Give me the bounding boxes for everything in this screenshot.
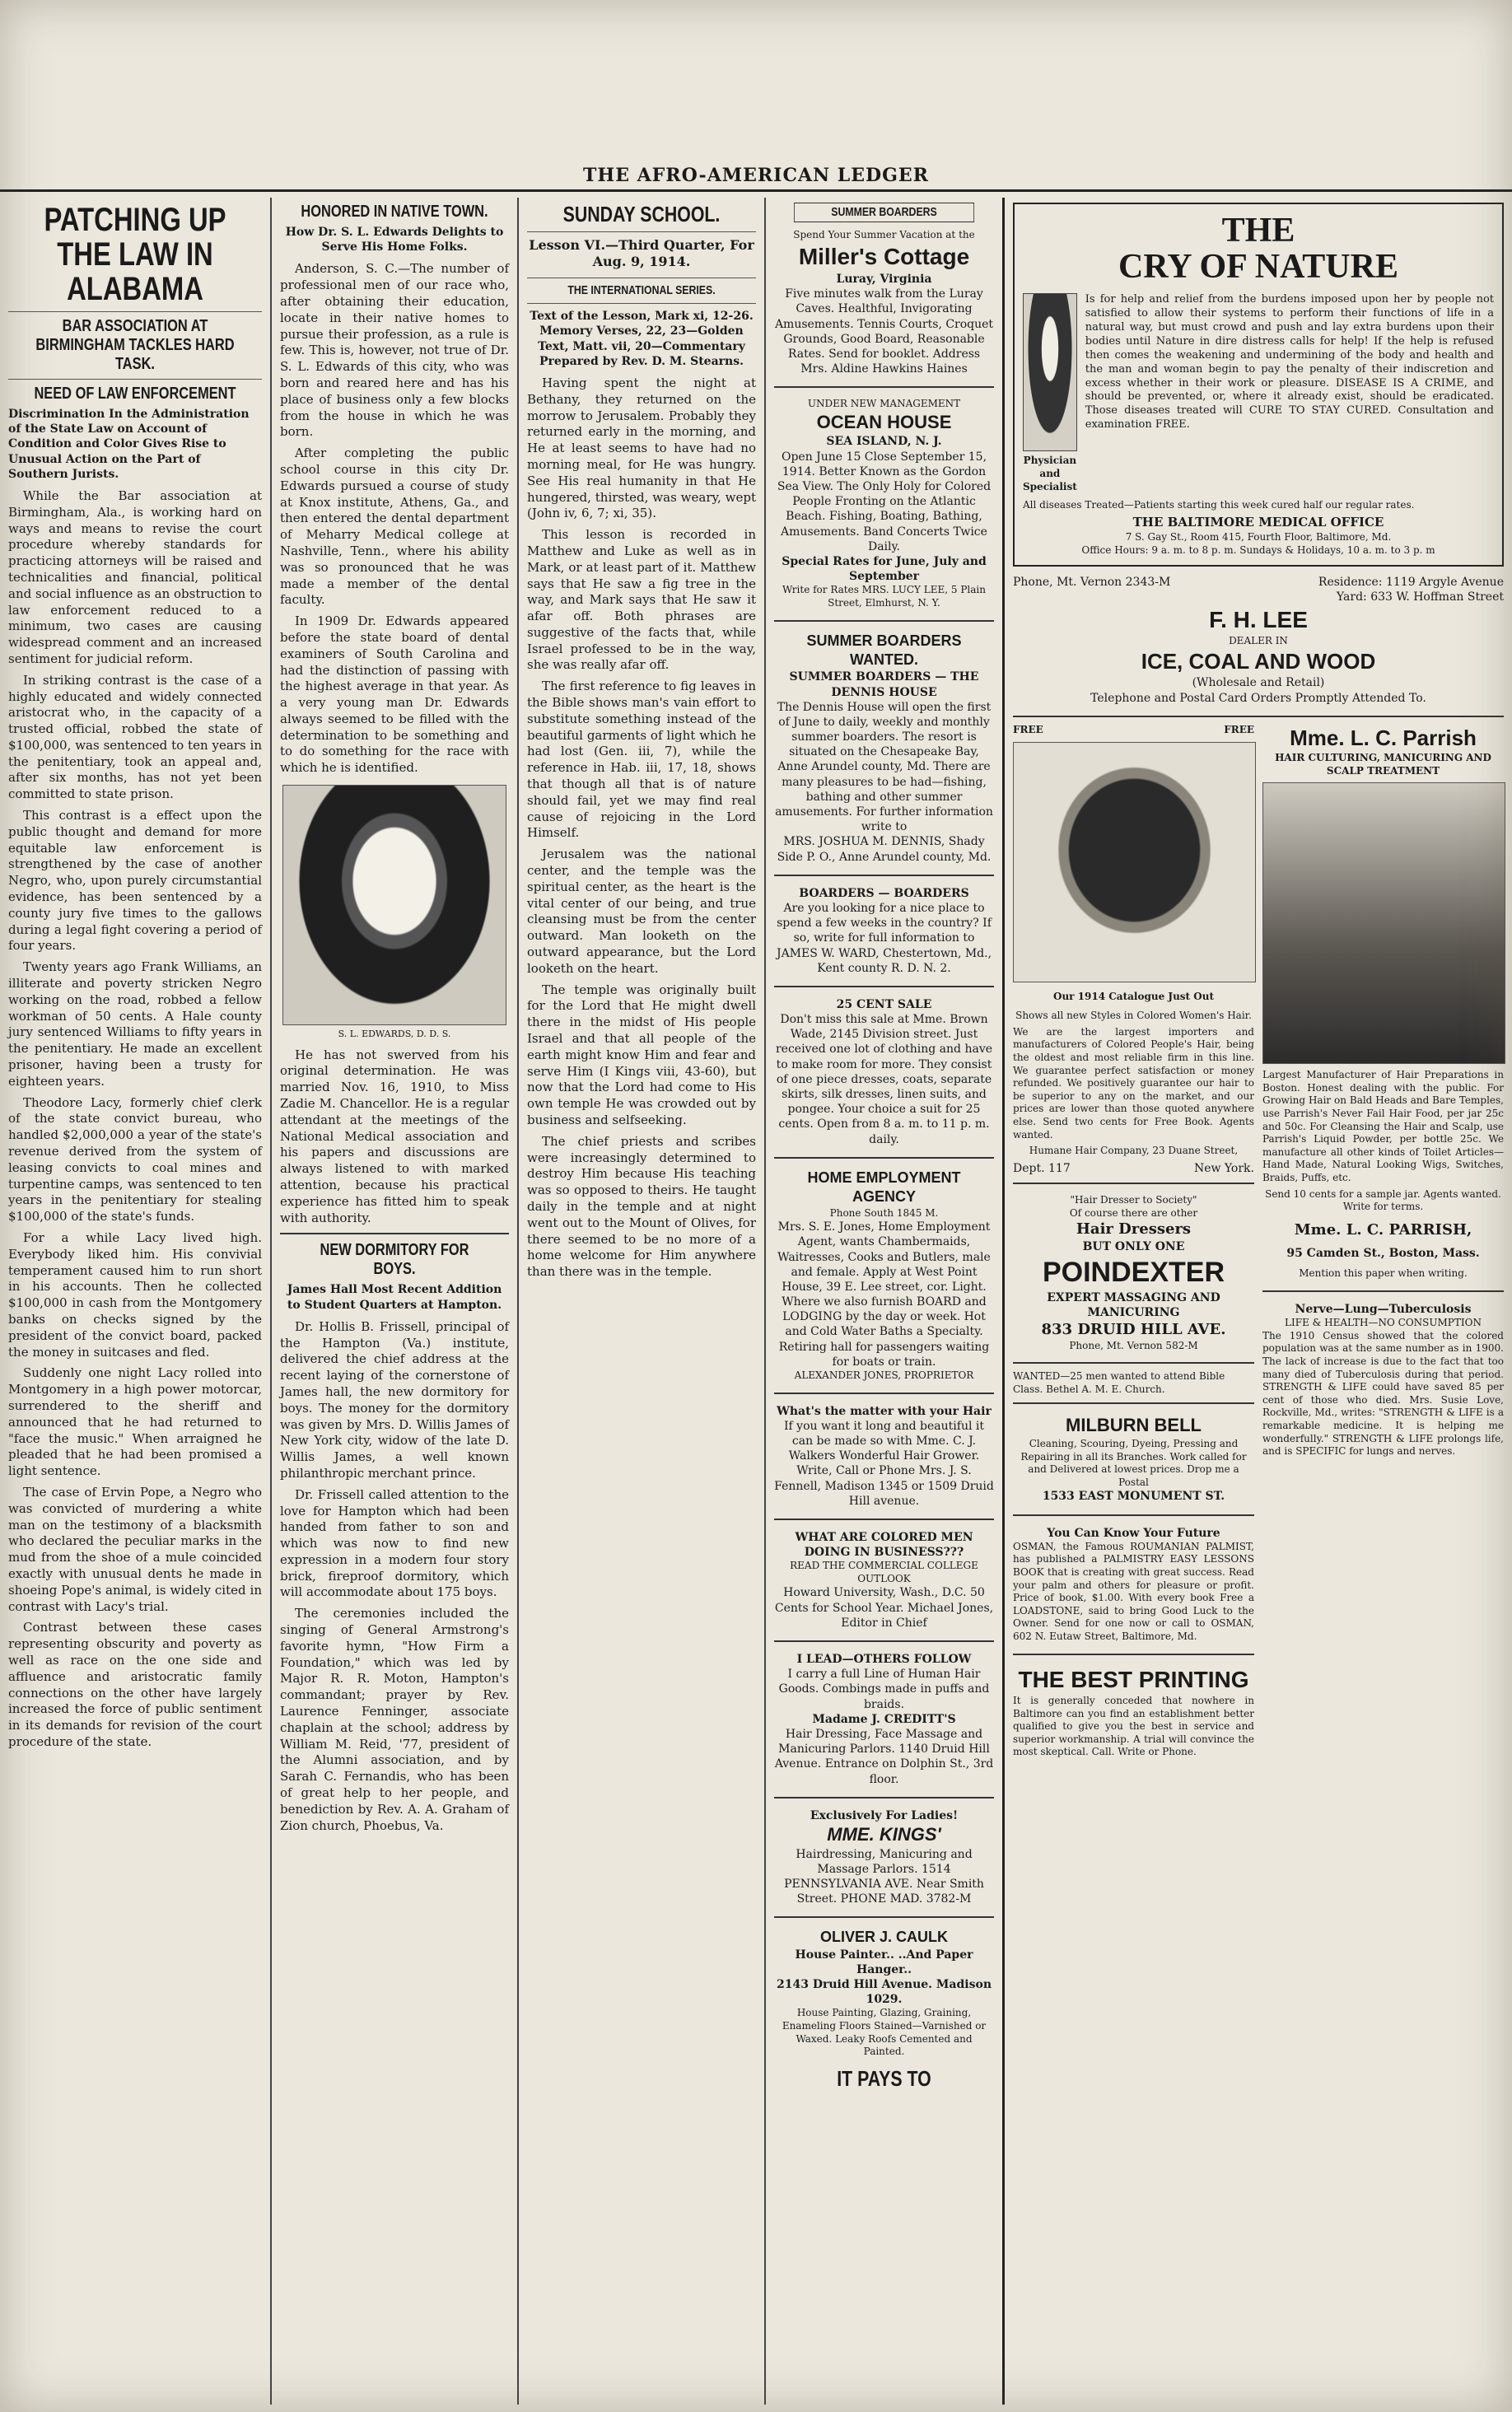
ad-text: THE BALTIMORE MEDICAL OFFICE (1132, 515, 1384, 530)
ad-text: House Painter.. ..And Paper Hanger.. (795, 1948, 973, 1976)
paragraph: The chief priests and scribes were increasingly determined to destroy Him because His teaching was so opposed to theirs. He taught daily in the temple and at night went out to the Mount of Olives, for there seemed to be no more of a home welcome for Him anywhere than there was in the temple. (527, 1133, 756, 1280)
ad-text: Mrs. Aldine Hawkins Haines (800, 362, 968, 376)
deck-edwards: How Dr. S. L. Edwards Delights to Serve His Home Folks. (285, 226, 504, 254)
ad-title: SUMMER BOARDERS WANTED. (806, 632, 962, 668)
ad-text: House Painting, Glazing, Graining, Enameling Floors Stained—Varnished or Waxed. Leaky Roofs Cemented and Painted. (782, 2007, 987, 2058)
ad-text: LIFE & HEALTH—NO CONSUMPTION (1285, 1317, 1482, 1329)
ad-text: I carry a full Line of Human Hair Goods. Combings made in puffs and braids. (778, 1668, 990, 1711)
ad-text: Send 10 cents for a sample jar. Agents wanted. Write for terms. (1265, 1187, 1501, 1213)
paragraph: In 1909 Dr. Edwards appeared before the state board of dental examiners of South Carolina and had the distinction of passing with the highest average in that year. As a very young man Dr. Edwards always seemed to be filled with the determination to be something and to do something for the race with which he is identified. (280, 613, 509, 776)
ad-text: Five minutes walk from the Luray Caves. Healthful, Invigorating Amusements. Tennis Courts, Croquet Grounds, Good Board, Reasonable Rates. Send for booklet. Address (774, 287, 994, 361)
ad-text: (Wholesale and Retail) (1192, 676, 1325, 690)
paragraph: Suddenly one night Lacy rolled into Montgomery in a high power motorcar, surrendered to the sheriff and announced that he had returned to "face the music." When arraigned he pleaded that he had been promised a light sentence. (8, 1365, 262, 1479)
paragraph: Jerusalem was the national center, and the temple was the spiritual center, as the heart is the vital center of our being, and true cleansing must be from the center outward. Man looketh on the outward appearance, but the Lord looketh on the heart. (527, 847, 756, 976)
paragraph: Anderson, S. C.—The number of professional men of our race who, after obtaining their education, locate in their native homes to pursue their profession, as a rule is few. This is, however, not true of Dr. S. L. Edwards of this city, who was born and reared here and has his place of business only a few blocks from the house in which he was born. (280, 261, 509, 440)
ad-title: I LEAD—OTHERS FOLLOW (796, 1653, 972, 1667)
ad-title: You Can Know Your Future (1047, 1526, 1220, 1540)
masthead (0, 0, 1512, 192)
subhead-bar-association: BAR ASSOCIATION AT BIRMINGHAM TACKLES HARD TASK. (35, 317, 235, 373)
ad-text: 95 Camden St., Boston, Mass. (1286, 1247, 1480, 1261)
ad-text: 833 DRUID HILL AVE. (1041, 1321, 1226, 1339)
ad-text: We are the largest importers and manufacturers of Colored People's Hair, being the oldest and most reliable firm in this line. We guarantee perfect satisfaction or money refunded. We positively guarantee our hair to be superior to any on the market, and our prices are lower than those quoted anywhere else. Send two cents for Free Book. Agents wanted. (1013, 1025, 1254, 1141)
ad-boarders-ward (774, 883, 994, 979)
ad-text: HAIR CULTURING, MANICURING AND SCALP TREATMENT (1275, 752, 1491, 777)
ad-title: 25 CENT SALE (836, 997, 932, 1011)
ad-text: FREE (1013, 723, 1043, 735)
paragraph: While the Bar association at Birmingham, Ala., is working hard on ways and means to revise the court procedure whereby standards for practicing attorneys will be raised and technicalities and financial, political and social influence as an obstruction to law enforcement reduced to a minimum, two cases are causing widespread comment and an increased sentiment for judicial reform. (8, 488, 262, 666)
ad-title: HOME EMPLOYMENT AGENCY (807, 1169, 961, 1206)
ad-text: SUMMER BOARDERS — THE DENNIS HOUSE (789, 670, 979, 699)
ad-best-printing (1013, 1662, 1254, 1762)
ad-text: READ THE COMMERCIAL COLLEGE OUTLOOK (790, 1560, 978, 1584)
ad-text: SEA ISLAND, N. J. (826, 435, 942, 449)
headline-alabama: PATCHING UP THE LAW IN ALABAMA (44, 202, 226, 307)
ad-text: Residence: 1119 Argyle Avenue (1318, 576, 1504, 590)
portrait-caption: S. L. EDWARDS, D. D. S. (338, 1029, 451, 1040)
headline-international-series: THE INTERNATIONAL SERIES. (567, 283, 716, 298)
ad-title: Mme. L. C. Parrish (1290, 725, 1477, 750)
ad-text: UNDER NEW MANAGEMENT (807, 398, 961, 410)
ad-text: Phone South 1845 M. (829, 1206, 939, 1219)
headline-dormitory: NEW DORMITORY FOR BOYS. (320, 1241, 469, 1279)
headline-sunday-school: SUNDAY SCHOOL. (562, 202, 721, 226)
ad-text: Mention this paper when writing. (1299, 1267, 1468, 1280)
ad-dennis-house (774, 628, 994, 868)
ad-title: MME. KINGS' (827, 1823, 941, 1845)
headline-honored: HONORED IN NATIVE TOWN. (301, 203, 488, 221)
column-sunday-school (519, 198, 766, 2405)
ad-millers-cottage (774, 226, 994, 380)
ad-text: Are you looking for a nice place to spend a few weeks in the country? If so, write for full information to JAMES W. WARD, Chestertown, Md., Kent county R. D. N. 2. (776, 901, 992, 975)
ad-text: Mrs. S. E. Jones, Home Employment Agent, wants Chambermaids, Waitresses, Cooks and Butlers, male and female. Apply at West Point House, 39 E. Lee street, cor. Light. Where we also furnish BOARD and LODGING by the day or week. Hot and Cold Water Baths a Specialty. Retiring hall for passengers waiting for boats or train. (777, 1220, 991, 1369)
ad-text: OSMAN, the Famous ROUMANIAN PALMIST, has published a PALMISTRY EASY LESSONS BOOK that is creating with great success. Read your palm and others for pleasure or profit. Price of book, $1.00. With every book Free a LOADSTONE, said to bring Good Luck to the Owner. Send for one now or call to OSMAN, 602 N. Eutaw Street, Baltimore, Md. (1013, 1540, 1254, 1642)
subhead-law-enforcement: NEED OF LAW ENFORCEMENT (34, 385, 236, 403)
ad-text: Dept. 117 (1013, 1161, 1071, 1175)
paragraph: He has not swerved from his original determination. He was married Nov. 16, 1910, to Miss Zadie M. Chancellor. He is a regular attendant at the meetings of the National Medical association and his papers and discussions are always listened to with marked attention, because his practical experience has fitted him to speak with authority. (280, 1047, 509, 1225)
column-classifieds (766, 198, 1005, 2405)
ad-text: ALEXANDER JONES, PROPRIETOR (794, 1369, 974, 1382)
ad-text: Exclusively For Ladies! (810, 1808, 959, 1822)
ad-text: Is for help and relief from the burdens imposed upon her by people not satisfied to allow their systems to perform their functions of life in a natural way, but must crowd and push and lay extra burdens upon their bodies until Nature in dire distress calls for help! If the help is refused then comes the weakening and undermining of the body and health and the man and woman begin to pay the penalty of their indiscretion and excess whether in their work or pleasure. DISEASE IS A CRIME, and should be prevented, or, where it already exist, should be eradicated. Those diseases treated will CURE TO STAY CURED. Consultation and examination FREE. (1085, 293, 1494, 432)
ad-text: All diseases Treated—Patients starting this week cured half our regular rates. (1023, 498, 1415, 511)
ad-text: It is generally conceded that nowhere in Baltimore can you find an establishment better qualified to give you the best in service and superior workmanship. A trial will convince the most skeptical. Call. Write or Phone. (1013, 1694, 1254, 1758)
ad-text: DEALER IN (1229, 635, 1288, 647)
ad-fh-lee (1013, 572, 1504, 709)
paragraph: Having spent the night at Bethany, they returned on the morrow to Jerusalem. Probably they returned early in the morning, and He at least seems to have had no morning meal, for He was hungry. See His real humanity in that He hungered, thirsted, was weary, wept (John iv, 6, 7; xi, 35). (527, 375, 756, 521)
ad-text: Telephone and Postal Card Orders Promptly Attended To. (1090, 691, 1426, 705)
ad-milburn-bell (1013, 1411, 1254, 1507)
ad-text: Shows all new Styles in Colored Women's Hair. (1015, 1010, 1252, 1022)
ad-text: Cleaning, Scouring, Dyeing, Pressing and Repairing in all its Branches. Work called for and Delivered at lowest prices. Drop me a Postal (1020, 1438, 1247, 1488)
paragraph: Theodore Lacy, formerly chief clerk of the state convict bureau, who handled $2,000,000 a year of the state's revenue derived from the system of leasing convicts to coal mines and turpentine camps, was sentenced to ten years in the penitentiary for stealing $100,000 of the state's funds. (8, 1094, 262, 1225)
ad-text: Luray, Virginia (836, 272, 932, 286)
column-alabama-law (0, 198, 272, 2405)
ad-title: OCEAN HOUSE (816, 411, 952, 432)
paragraph: For a while Lacy lived high. Everybody liked him. His convivial temperament caused him to run short in his accounts. Then he collected $100,000 in cash from the Montgomery banks on checks signed by the president of the convict board, packed the money in suitcases and fled. (8, 1230, 262, 1360)
column-display-ads (1005, 198, 1512, 2405)
ad-text: 2143 Druid Hill Avenue. Madison 1029. (777, 1978, 992, 2007)
masthead-title: THE AFRO-AMERICAN LEDGER (583, 165, 929, 186)
ad-text: Yard: 633 W. Hoffman Street (1336, 590, 1504, 604)
hair-style-image (1013, 742, 1256, 982)
ad-title: THE BEST PRINTING (1018, 1666, 1249, 1692)
ad-title: POINDEXTER (1042, 1256, 1225, 1288)
ad-text: Write for Rates MRS. LUCY LEE, 5 Plain Street, Elmhurst, N. Y. (782, 584, 986, 609)
ad-text: Hair Dressing, Face Massage and Manicuring Parlors. 1140 Druid Hill Avenue. Entrance on Dolphin St., 3rd floor. (774, 1727, 994, 1786)
header-summer-boarders: SUMMER BOARDERS (794, 203, 974, 222)
ad-strength-life (1262, 1299, 1504, 1462)
ad-title: WHAT ARE COLORED MEN DOING IN BUSINESS??? (795, 1530, 973, 1560)
ad-text: Phone, Mt. Vernon 582-M (1069, 1339, 1198, 1351)
ad-title: CRY OF NATURE (1118, 248, 1398, 287)
ad-text: New York. (1193, 1161, 1254, 1175)
paragraph: Dr. Hollis B. Frissell, principal of the Hampton (Va.) institute, delivered the chief address at the recent laying of the cornerstone of James hall, the new dormitory for boys. The money for the dormitory was given by Mrs. D. Willis James of New York city, widow of the late D. Willis James, a well known philanthropic merchant prince. (280, 1318, 509, 1481)
paragraph: The case of Ervin Pope, a Negro who was convicted of murdering a white man on the testimony of a blacksmith who declared the peculiar marks in the mud from the shoe of a mule coincided exactly with unusual dents he made in shoeing Pope's animal, is widely cited in contrast with Lacy's trial. (8, 1484, 262, 1614)
ad-commercial-college (774, 1527, 994, 1634)
ad-text: Phone, Mt. Vernon 2343-M (1013, 576, 1171, 590)
ad-text: Spend Your Summer Vacation at the (793, 229, 975, 240)
ad-text: Don't miss this sale at Mme. Brown Wade, 2145 Division street. Just received one lot of clothing and have to make room for more. They consist of one piece dresses, coats, separate skirts, silk dresses, linen suits, and pongee. Your choice a suit for 25 cents. Open from 8 a. m. to 11 p. m. daily. (775, 1013, 993, 1146)
bottom-banner: IT PAYS TO (837, 2065, 931, 2091)
paragraph: The first reference to fig leaves in the Bible shows man's vain effort to substitute something instead of the beautiful garments of light which he had lost (Gen. iii, 7), while the reference in Hab. iii, 17, 18, shows that though all that is of nature should fail, yet we may find real cause of rejoicing in the Lord Himself. (527, 679, 756, 841)
ad-text: Madame J. CREDITT'S (812, 1712, 956, 1726)
ad-text: Open June 15 Close September 15, 1914. Better Known as the Gordon Sea View. The Only Holy for Colored People Fronting on the Atlantic Beach. Fishing, Boating, Bathing, Amusements. Band Concerts Twice Daily. (777, 450, 992, 553)
ad-ocean-house (774, 394, 994, 613)
ad-text: Largest Manufacturer of Hair Preparations in Boston. Honest dealing with the public. For Growing Hair on Bald Heads and Bare Temples, use Parrish's Never Fail Hair Food, per jar 25c and 50c. For Cleansing the Hair and Scalp, use Parrish's Liquid Powder, per bottle 25c. We manufacture all other kinds of Toilet Articles—Hand Made, Natural Looking Wigs, Switches, Braids, Puffs, etc. (1262, 1069, 1504, 1184)
paragraph: After completing the public school course in this city Dr. Edwards pursued a course of study at Knox institute, Athens, Ga., and then entered the dental department of Meharry Medical college at Nashville, Tenn., where his ability was so pronounced that he was made a member of the dental faculty. (280, 446, 509, 608)
physician-portrait (1023, 293, 1077, 451)
ad-title: BOARDERS — BOARDERS (799, 886, 969, 900)
ad-creditt-hair (774, 1649, 994, 1790)
ad-text: Mme. L. C. PARRISH, (1294, 1220, 1472, 1239)
paragraph: Contrast between these cases representing obscurity and poverty as well as race on the one side and affluence and aristocratic family connections on the other have largely increased the force of public sentiment in its demands for revision of the court procedure of the state. (8, 1620, 262, 1749)
ad-text: FREE (1224, 723, 1254, 735)
ad-poindexter (1013, 1191, 1254, 1355)
deck-text-of-lesson: Text of the Lesson, Mark xi, 12-26. Memory Verses, 22, 23—Golden Text, Matt. vii, 20—Commentary Prepared by Rev. D. M. Stearns. (530, 310, 754, 368)
ad-home-employment (774, 1165, 994, 1386)
ad-title: What's the matter with your Hair (777, 1404, 992, 1418)
ad-title: ICE, COAL AND WOOD (1141, 648, 1376, 674)
paragraph: Dr. Frissell called attention to the love for Hampton which had been handed from father to son and which was now to find new expression in a modern four story brick, fireproof dormitory, which will accommodate about 175 boys. (280, 1486, 509, 1600)
ad-text: 7 S. Gay St., Room 415, Fourth Floor, Baltimore, Md. (1125, 531, 1392, 544)
ad-title: OLIVER J. CAULK (819, 1929, 948, 1946)
ad-text: Howard University, Wash., D.C. 50 Cents for School Year. Michael Jones, Editor in Chief (774, 1586, 994, 1630)
paragraph: Twenty years ago Frank Williams, an illiterate and poverty stricken Negro working on the road, robbed a fellow workman of 50 cents. A Hale county jury sentenced Williams to fifty years in the penitentiary. He made an excellent prisoner, having been a trusty for eighteen years. (8, 959, 262, 1089)
ad-text: "Hair Dresser to Society" (1070, 1193, 1197, 1206)
ad-bible-class: WANTED—25 men wanted to attend Bible Class. Bethel A. M. E. Church. (1013, 1370, 1225, 1395)
ad-walker-hair (774, 1401, 994, 1512)
ad-title: F. H. LEE (1209, 606, 1308, 632)
ad-text: BUT ONLY ONE (1082, 1239, 1185, 1253)
ad-oliver-caulk (774, 1924, 994, 2062)
ad-mme-kings (774, 1805, 994, 1910)
deck-discrimination: Discrimination In the Administration of the State Law on Account of Condition and Color Gives Rise to Unusual Action on the Part of Southern Jurists. (8, 408, 250, 481)
ad-text: Office Hours: 9 a. m. to 8 p. m. Sundays & Holidays, 10 a. m. to 3 p. m (1081, 544, 1435, 556)
parrish-portrait (1262, 782, 1505, 1064)
ad-title: Miller's Cottage (798, 243, 970, 269)
paragraph: The temple was originally built for the Lord that He might dwell there in the midst of His people Israel and that all people of the earth might know Him and fear and serve Him (I Kings viii, 43-60), but now that the Lord had come to His own temple He was crowded out by business and selfseeking. (527, 982, 756, 1127)
ad-mme-parrish (1262, 724, 1504, 1762)
column-honored (272, 198, 519, 2405)
ad-text: Hair Dressers (1076, 1220, 1192, 1239)
ad-text: Humane Hair Company, 23 Duane Street, (1029, 1145, 1239, 1157)
ad-text: 1533 EAST MONUMENT ST. (1042, 1490, 1225, 1504)
paragraph: This contrast is a effect upon the public thought and demand for more equitable law enforcement is strengthened by the case of another Negro, who, upon purely circumstantial evidence, has been sentenced by a county jury five times to the gallows during a legal fight covering a period of four years. (8, 808, 262, 954)
ad-title: THE (1221, 212, 1295, 250)
portrait-edwards (282, 785, 506, 1025)
ad-25-cent-sale (774, 994, 994, 1150)
ad-title: Nerve—Lung—Tuberculosis (1295, 1302, 1472, 1316)
ad-humane-hair (1013, 724, 1254, 1762)
ad-text: The Dennis House will open the first of June to daily, weekly and monthly summer boarders. The resort is situated on the Chesapeake Bay, Anne Arundel county, Md. There are many pleasures to be had—fishing, bathing and other summer amusements. For further information write to (775, 700, 993, 834)
ad-text: Hairdressing, Manicuring and Massage Parlors. 1514 PENNSYLVANIA AVE. Near Smith Street. PHONE MAD. 3782-M (784, 1847, 984, 1906)
ad-title: MILBURN BELL (1066, 1415, 1202, 1436)
deck-lesson: Lesson VI.—Third Quarter, For Aug. 9, 1914. (529, 236, 754, 270)
ad-text: EXPERT MASSAGING AND MANICURING (1047, 1290, 1220, 1320)
paragraph: In striking contrast is the case of a highly educated and widely connected aristocrat who, in the capacity of a trusted official, robbed the state of $100,000, was sentenced to ten years in the penitentiary, took an appeal and, after six months, has not yet been committed to state prison. (8, 672, 262, 802)
paragraph: The ceremonies included the singing of General Armstrong's favorite hymn, "How Firm a Foundation," which was led by Major R. R. Moton, Hampton's commandant; prayer by Rev. Laurence Fenninger, associate chaplain at the school; address by William M. Reid, '77, president of the Alumni association, and by Sarah C. Fernandis, who has been of great help to her people, and benediction by Rev. A. A. Graham of Zion church, Phoebus, Va. (280, 1606, 509, 1833)
deck-james-hall: James Hall Most Recent Addition to Student Quarters at Hampton. (287, 1283, 502, 1312)
ad-text: If you want it long and beautiful it can be made so with Mme. C. J. Walkers Wonderful Hair Grower. Write, Call or Phone Mrs. J. S. Fennell, Madison 1345 or 1509 Druid Hill avenue. (774, 1419, 994, 1508)
ad-text: Our 1914 Catalogue Just Out (1053, 990, 1214, 1002)
ad-text: MRS. JOSHUA M. DENNIS, Shady Side P. O., Anne Arundel county, Md. (777, 835, 992, 864)
portrait-caption: Physician and Specialist (1023, 455, 1077, 492)
ad-text: The 1910 Census showed that the colored population was at the same number as in 1900. The lack of increase is due to the fact that too many died of Tuberculosis during that period. STRENGTH & LIFE could have saved 85 per cent of those who died. Mrs. Susie Love, Rockville, Md., writes: "STRENGTH & LIFE is a remarkable medicine. It is helping me wonderfully." STRENGTH & LIFE prolongs life, and is SPECIFIC for lungs and nerves. (1262, 1329, 1504, 1458)
ad-text: Of course there are other (1069, 1206, 1198, 1219)
ad-osman-palmist (1013, 1523, 1254, 1647)
paragraph: This lesson is recorded in Matthew and Luke as well as in Mark, or at least part of it. Matthew says that He saw a fig tree in the way, and Mark says that He saw it afar off. Both phrases are suggestive of the facts that, while Israel professed to be in the way, she was really afar off. (527, 527, 756, 673)
ad-cry-of-nature (1013, 203, 1504, 567)
ad-text: Special Rates for June, July and September (782, 554, 987, 584)
